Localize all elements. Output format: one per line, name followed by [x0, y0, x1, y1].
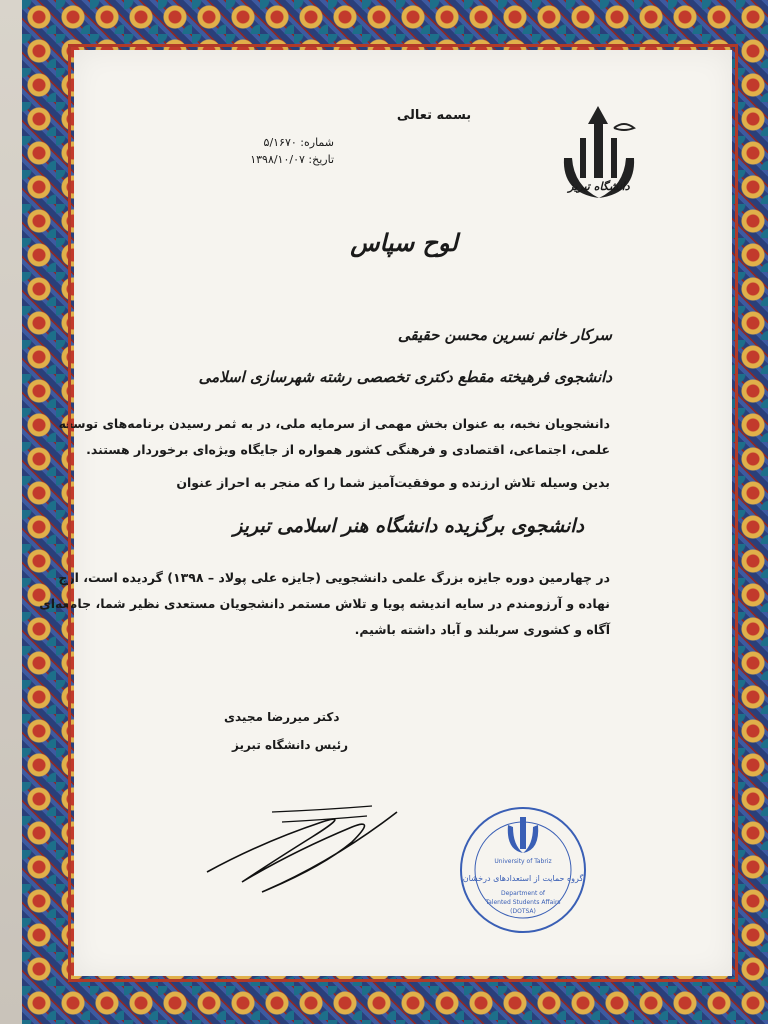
seal-line-1: Department of [501, 890, 545, 897]
signatory-title: رئیس دانشگاه تبریز [232, 738, 349, 752]
seal-top-text: University of Tabriz [494, 858, 552, 865]
certificate-title: لوح سپاس [350, 228, 458, 257]
signatory-name: دکتر میررضا مجیدی [224, 710, 340, 724]
paragraph-line: آگاه و کشوری سربلند و آباد داشته باشیم. [354, 622, 610, 637]
seal-persian-text: گروه حمایت از استعدادهای درخشان [462, 874, 584, 883]
bismillah-heading: بسمه تعالی [396, 108, 472, 123]
paragraph-line: علمی، اجتماعی، اقتصادی و فرهنگی کشور همواره از جایگاه ویژه‌ای برخوردار هستند. [86, 442, 610, 457]
date-value: ۱۳۹۸/۱۰/۰۷ [250, 153, 305, 166]
university-caption: دانشگاه تبریز [568, 180, 630, 193]
seal-line-3: (DOTSA) [510, 908, 536, 915]
recipient-name: سرکار خانم نسرین محسن حقیقی [397, 326, 612, 344]
inner-red-frame [68, 44, 738, 982]
date-label: تاریخ: [308, 153, 334, 166]
paragraph-line: نهاده و آرزومندم در سایه اندیشه پویا و تلاش مستمر دانشجویان مستعدی نظیر شما، جامعه‌ای [39, 596, 610, 611]
paragraph-line: بدین وسیله تلاش ارزنده و موفقیت‌آمیز شما را که منجر به احراز عنوان [176, 475, 610, 490]
recipient-program: دانشجوی فرهیخته مقطع دکتری تخصصی رشته شهرسازی اسلامی [198, 368, 612, 386]
award-title: دانشجوی برگزیده دانشگاه هنر اسلامی تبریز [233, 515, 584, 537]
paragraph-line: در چهارمین دوره جایزه بزرگ علمی دانشجویی (جایزه علی پولاد – ۱۳۹۸) گردیده است، ارج [58, 570, 610, 585]
seal-line-2: Talented Students Affairs [485, 899, 561, 906]
number-label: شماره: [300, 136, 334, 149]
number-value: ۵/۱۶۷۰ [263, 136, 297, 149]
paragraph-line: دانشجویان نخبه، به عنوان بخش مهمی از سرمایه ملی، در به ثمر رسیدن برنامه‌های توسعه [58, 416, 610, 431]
